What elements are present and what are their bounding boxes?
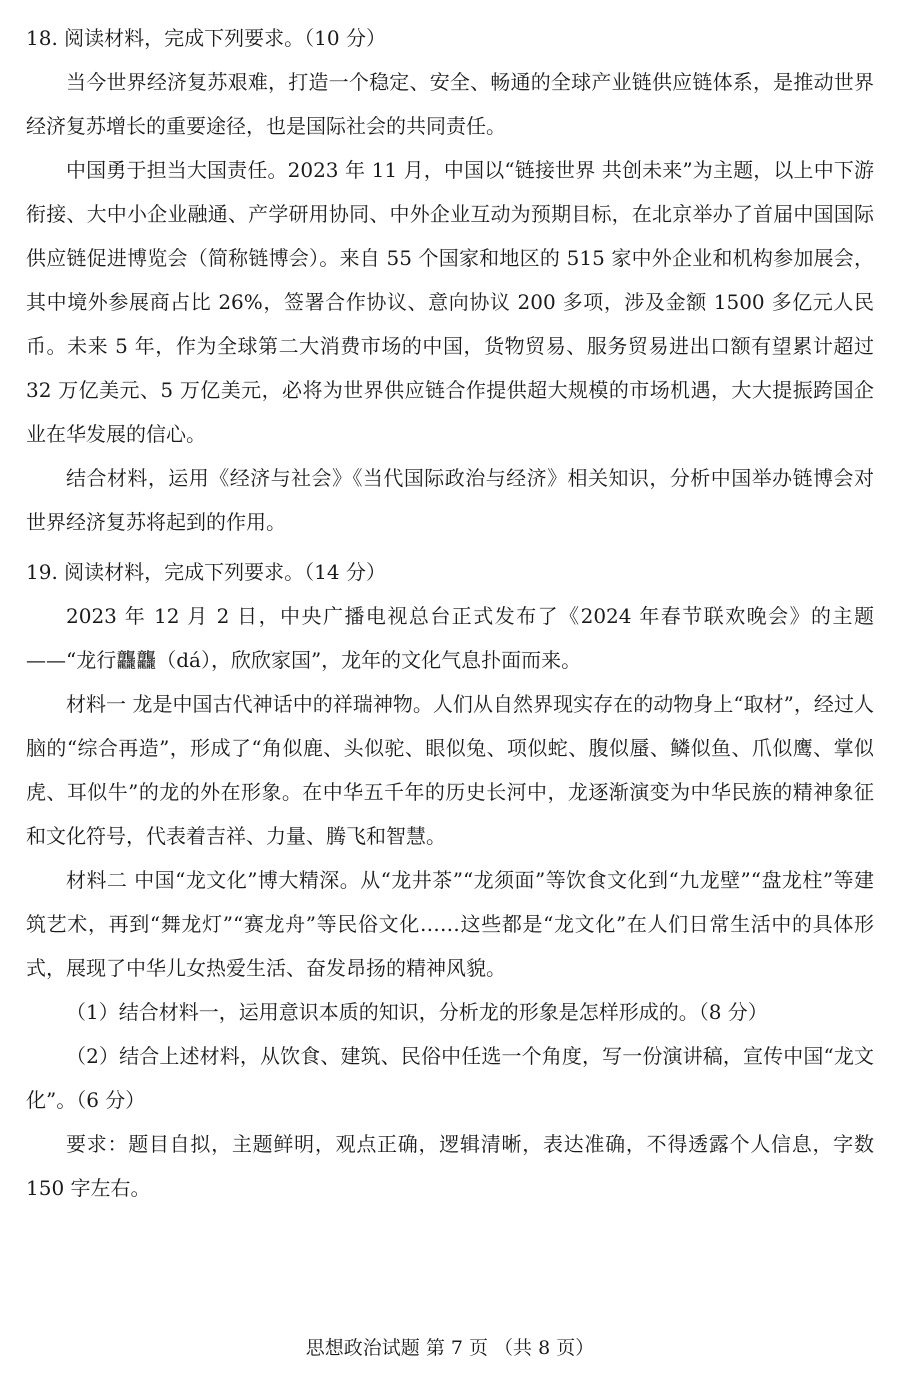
sub-question-1: （1）结合材料一，运用意识本质的知识，分析龙的形象是怎样形成的。（8 分）	[66, 1000, 768, 1024]
material-2: 材料二 中国“龙文化”博大精深。从“龙井茶”“龙须面”等饮食文化到“九龙壁”“盘龙柱”等建筑艺术，再到“舞龙灯”“赛龙舟”等民俗文化……这些都是“龙文化”在人们日常生活中的具体形式，展现了中华儿女热爱生活、奋发昂扬的精神风貌。	[26, 868, 874, 980]
section-gap	[26, 544, 874, 554]
material-1: 材料一 龙是中国古代神话中的祥瑞神物。人们从自然界现实存在的动物身上“取材”，经过人脑的“综合再造”，形成了“角似鹿、头似驼、眼似兔、项似蛇、腹似蜃、鳞似鱼、爪似鹰、掌似虎、耳似牛”的龙的外在形象。在中华五千年的历史长河中，龙逐渐演变为中华民族的精神象征和文化符号，代表着吉祥、力量、腾飞和智慧。	[26, 692, 874, 848]
page-footer: 思想政治试题 第 7 页 （共 8 页）	[305, 1337, 595, 1359]
requirements: 要求：题目自拟，主题鲜明，观点正确，逻辑清晰，表达准确，不得透露个人信息，字数 150 字左右。	[26, 1132, 874, 1200]
question-18-title: 18. 阅读材料，完成下列要求。（10 分）	[26, 26, 386, 50]
sub-question-2: （2）结合上述材料，从饮食、建筑、民俗中任选一个角度，写一份演讲稿，宣传中国“龙文化”。（6 分）	[26, 1044, 874, 1112]
question-19-title: 19. 阅读材料，完成下列要求。（14 分）	[26, 560, 386, 584]
question-18-paragraph-2: 中国勇于担当大国责任。2023 年 11 月，中国以“链接世界 共创未来”为主题，以上中下游衔接、大中小企业融通、产学研用协同、中外企业互动为预期目标，在北京举办了首届中国国际供应链促进博览会（简称链博会）。来自 55 个国家和地区的 515 家中外企业和机构参加展会，其中境外参展商占比 26%，签署合作协议、意向协议 200 多项，涉及金额 1500 多亿元人民币。未来 5 年，作为全球第二大消费市场的中国，货物贸易、服务贸易进出口额有望累计超过 32 万亿美元、5 万亿美元，必将为世界供应链合作提供超大规模的市场机遇，大大提振跨国企业在华发展的信心。	[26, 158, 874, 446]
question-18-task: 结合材料，运用《经济与社会》《当代国际政治与经济》相关知识，分析中国举办链博会对世界经济复苏将起到的作用。	[26, 466, 874, 534]
question-19-intro: 2023 年 12 月 2 日，中央广播电视总台正式发布了《2024 年春节联欢晚会》的主题——“龙行龘龘（dá），欣欣家国”，龙年的文化气息扑面而来。	[26, 604, 874, 672]
question-18-paragraph-1: 当今世界经济复苏艰难，打造一个稳定、安全、畅通的全球产业链供应链体系，是推动世界经济复苏增长的重要途径，也是国际社会的共同责任。	[26, 70, 874, 138]
